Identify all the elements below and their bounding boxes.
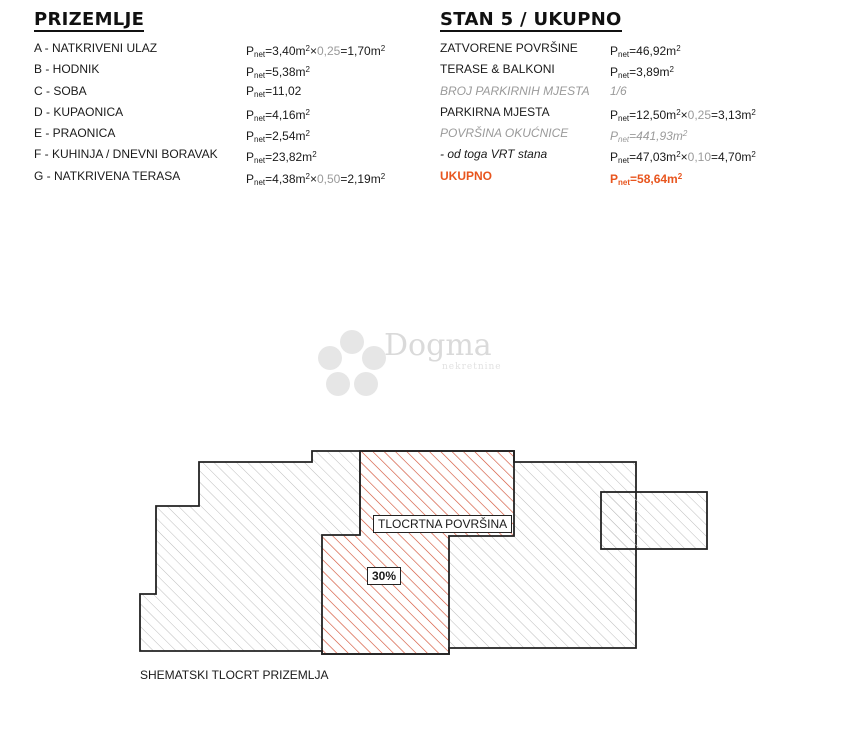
area-label: PARKIRNA MJESTA	[440, 104, 550, 119]
percent-label: 30%	[367, 567, 401, 585]
watermark-brand: Dogma	[384, 328, 492, 363]
area-label: POVRŠINA OKUĆNICE	[440, 126, 569, 141]
area-value: $P_{net}=58,64m^2$	[610, 171, 683, 187]
area-value: $P_{net}=441,93m^2$	[610, 129, 688, 145]
area-label: A - NATKRIVENI ULAZ	[34, 41, 158, 55]
area-value: $P_{net}=23,82m^2$	[246, 150, 317, 166]
area-value: $P_{net}=3,40m^2\times 0,25=1,70m^2$	[246, 44, 386, 59]
area-label: D - KUPAONICA	[34, 104, 124, 119]
annex-block	[601, 492, 707, 549]
area-value: $P_{net}=11,02$	[246, 83, 302, 99]
area-value: $P_{net}=4,38m^2\times 0,50=2,19m^2$	[246, 171, 386, 187]
area-label: E - PRAONICA	[34, 126, 116, 141]
area-label: C - SOBA	[34, 83, 87, 98]
area-value: $P_{net}=2,54m^2$	[246, 129, 310, 145]
area-label: TERASE & BALKONI	[440, 62, 555, 77]
watermark-sub: nekretnine	[442, 362, 502, 372]
section-title-stan: STAN 5 / UKUPNO	[440, 9, 622, 30]
plan-caption: SHEMATSKI TLOCRT PRIZEMLJA	[140, 668, 329, 682]
area-value: $P_{net}=46,92m^2$	[610, 44, 681, 59]
area-value: $P_{net}=4,16m^2$	[246, 107, 310, 123]
section-title-prizemlje: PRIZEMLJE	[34, 9, 145, 30]
area-label: B - HODNIK	[34, 62, 100, 77]
area-value: $P_{net}=12,50m^2\times 0,25=3,13m^2$	[610, 107, 756, 123]
area-value: $P_{net}=3,89m^2$	[610, 65, 674, 81]
area-value: 1/6	[610, 83, 627, 98]
area-label: F - KUHINJA / DNEVNI BORAVAK	[34, 147, 218, 162]
area-value: $P_{net}=47,03m^2\times 0,10=4,70m^2$	[610, 150, 756, 166]
area-value: $P_{net}=5,38m^2$	[246, 65, 310, 81]
area-label: ZATVORENE POVRŠINE	[440, 41, 578, 55]
area-label: BROJ PARKIRNIH MJESTA	[440, 83, 590, 98]
floor-area-label: TLOCRTNA POVRŠINA	[373, 515, 512, 533]
area-label: UKUPNO	[440, 168, 493, 183]
area-label: - od toga VRT stana	[440, 147, 548, 162]
area-label: G - NATKRIVENA TERASA	[34, 168, 181, 183]
